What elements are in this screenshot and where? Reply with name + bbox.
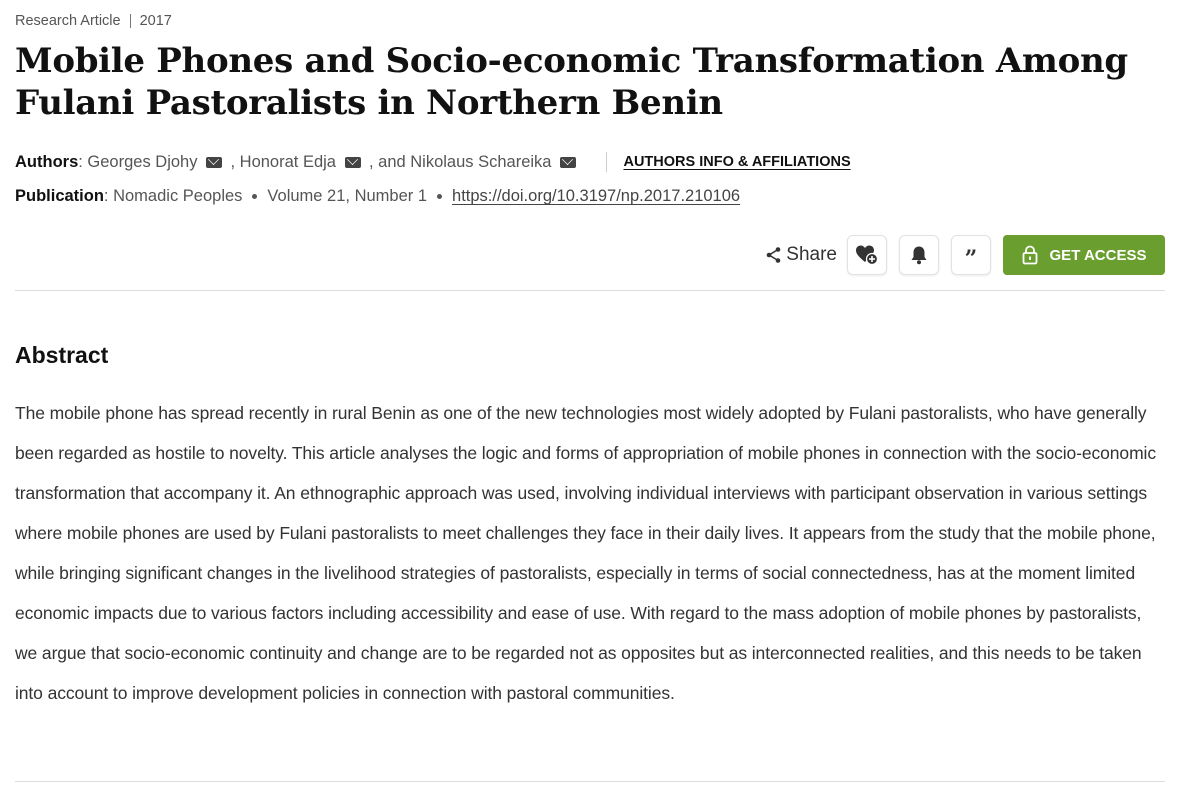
- abstract-divider: [15, 781, 1165, 782]
- favorite-button[interactable]: [847, 235, 887, 275]
- volume-issue[interactable]: Volume 21, Number 1: [267, 187, 428, 205]
- article-title: Mobile Phones and Socio-economic Transformation Among Fulani Pastoralists in Northern Benin: [15, 41, 1128, 123]
- get-access-button[interactable]: [1003, 235, 1165, 275]
- alert-button[interactable]: [899, 235, 939, 275]
- share-button[interactable]: [765, 244, 837, 266]
- email-icon[interactable]: [345, 157, 361, 168]
- header-divider: [15, 290, 1165, 291]
- email-icon[interactable]: [560, 157, 576, 168]
- bell-icon: [910, 245, 928, 265]
- publication-line: [15, 187, 740, 206]
- author-name[interactable]: Georges Djohy: [87, 152, 198, 171]
- authors-colon: :: [78, 152, 88, 171]
- bullet-separator: [252, 194, 257, 199]
- authors-label: Authors: [15, 152, 79, 171]
- article-meta: [15, 13, 172, 29]
- quote-icon: ”: [964, 246, 978, 272]
- heart-add-icon: [855, 244, 879, 266]
- doi-link[interactable]: https://doi.org/10.3197/np.2017.210106: [452, 187, 741, 205]
- lock-icon: [1022, 245, 1038, 265]
- share-label: Share: [786, 244, 837, 265]
- article-type: Research Article: [15, 13, 121, 29]
- email-icon[interactable]: [206, 157, 222, 168]
- share-icon: [765, 246, 783, 264]
- cite-button[interactable]: [951, 235, 991, 275]
- authors-line: [15, 152, 851, 172]
- journal-name[interactable]: Nomadic Peoples: [113, 187, 243, 205]
- publication-colon: :: [103, 187, 114, 205]
- abstract-heading: Abstract: [15, 342, 109, 368]
- authors-divider: [606, 152, 607, 172]
- author-name[interactable]: , Honorat Edja: [230, 152, 336, 171]
- article-year: 2017: [139, 13, 172, 29]
- meta-divider: [130, 14, 131, 28]
- article-actions: [765, 235, 1165, 275]
- author-name[interactable]: , and Nikolaus Schareika: [368, 152, 552, 171]
- bullet-separator: [437, 194, 442, 199]
- get-access-label: GET ACCESS: [1049, 246, 1147, 264]
- authors-affiliations-link[interactable]: AUTHORS INFO & AFFILIATIONS: [623, 154, 851, 170]
- publication-label: Publication: [15, 187, 104, 205]
- abstract-text: The mobile phone has spread recently in rural Benin as one of the new technologies most widely adopted by Fulani pastoralists, who have generally been regarded as hostile to novelty. This article analyses the logic and forms of appropriation of mobile phones in connection with the socio-economic transformation that accompany it. An ethnographic approach was used, involving individual interviews with participant observation in various settings where mobile phones are used by Fulani pastoralists to meet challenges they face in their daily lives. It appears from the study that the mobile phone, while bringing significant changes in the livelihood strategies of pastoralists, especially in terms of social connectedness, has at the moment limited economic impacts due to various factors including accessibility and ease of use. With regard to the mass adoption of mobile phones by pastoralists, we argue that socio-economic continuity and change are to be regarded not as opposites but as interconnected realities, and this needs to be taken into account to improve development policies in connection with pastoral communities.: [15, 403, 1156, 703]
